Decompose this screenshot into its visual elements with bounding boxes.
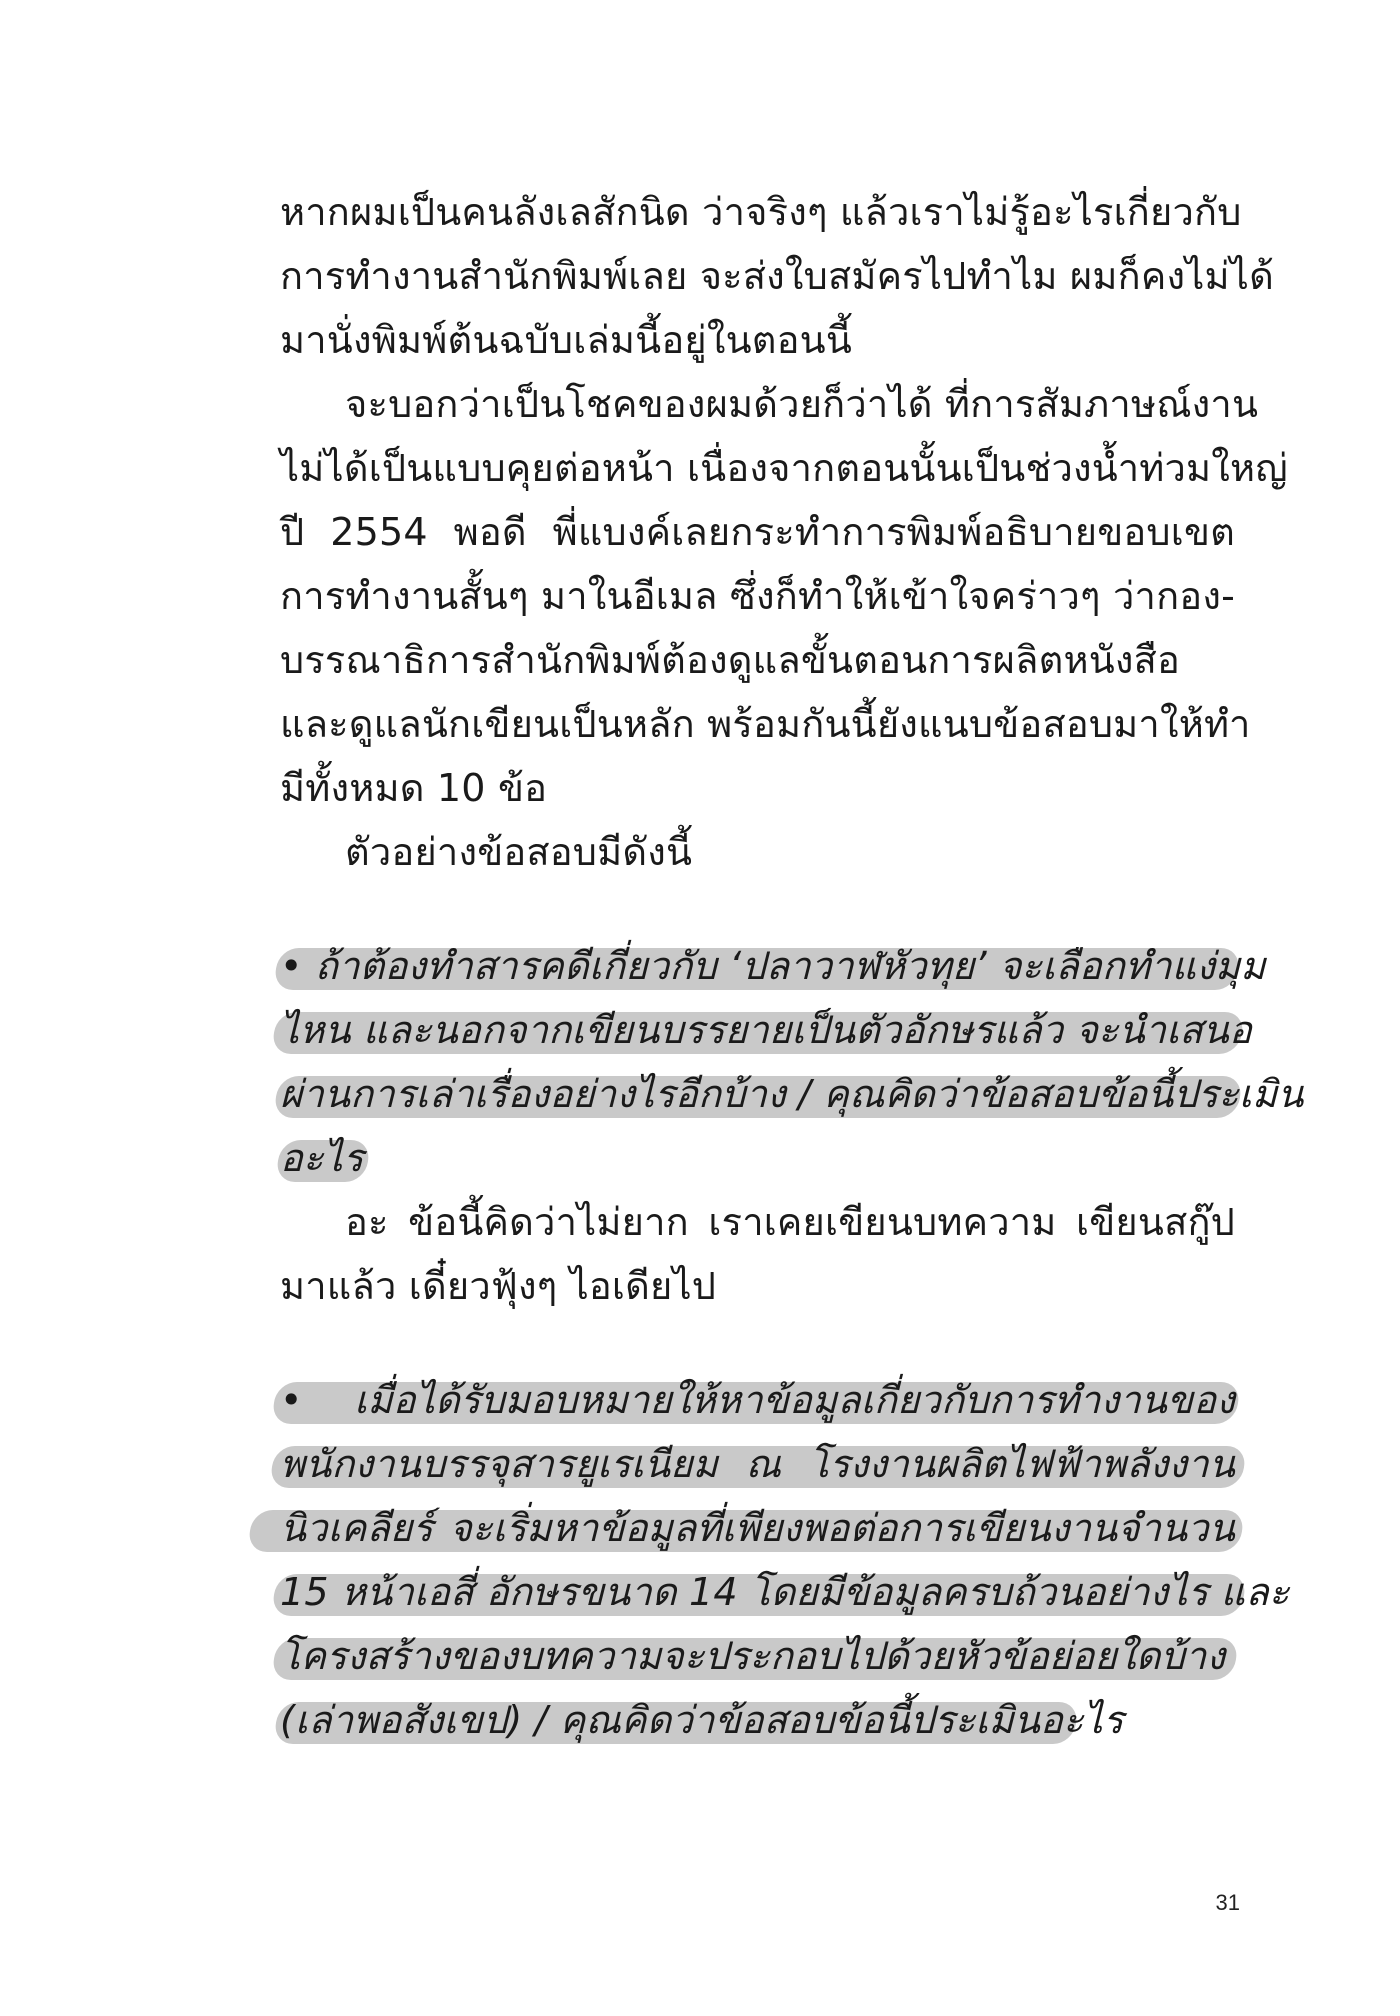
question-line: • เมื่อได้รับมอบหมายให้หาข้อมูลเกี่ยวกับการทำงานของ bbox=[280, 1368, 1235, 1432]
exam-question-2 bbox=[280, 1368, 1290, 1752]
question-line: (เล่าพอสังเขป) / คุณคิดว่าข้อสอบข้อนี้ประเมินอะไร bbox=[280, 1688, 1235, 1752]
text-line: มานั่งพิมพ์ต้นฉบับเล่มนี้อยู่ในตอนนี้ bbox=[280, 318, 853, 362]
text-line: มีทั้งหมด 10 ข้อ bbox=[280, 766, 548, 810]
text-line: ปี 2554 พอดี พี่แบงค์เลยกระทำการพิมพ์อธิบายขอบเขต bbox=[280, 510, 1235, 554]
paragraph-2 bbox=[280, 372, 1288, 820]
question-line: โครงสร้างของบทความจะประกอบไปด้วยหัวข้อย่อยใดบ้าง bbox=[280, 1624, 1235, 1688]
text-line: การทำงานสำนักพิมพ์เลย จะส่งใบสมัครไปทำไม ผมก็คงไม่ได้ bbox=[280, 254, 1274, 298]
text-line: บรรณาธิการสำนักพิมพ์ต้องดูแลขั้นตอนการผลิตหนังสือ bbox=[280, 638, 1181, 682]
question-line: ผ่านการเล่าเรื่องอย่างไรอีกบ้าง / คุณคิดว่าข้อสอบข้อนี้ประเมิน bbox=[280, 1062, 1235, 1126]
page-number: 31 bbox=[1215, 1890, 1240, 1915]
text-line: การทำงานสั้นๆ มาในอีเมล ซึ่งก็ทำให้เข้าใจคร่าวๆ ว่ากอง- bbox=[280, 574, 1235, 618]
answer-1 bbox=[280, 1190, 1235, 1318]
question-line: นิวเคลียร์ จะเริ่มหาข้อมูลที่เพียงพอต่อการเขียนงานจำนวน bbox=[280, 1496, 1235, 1560]
question-line: พนักงานบรรจุสารยูเรเนียม ณ โรงงานผลิตไฟฟ้าพลังงาน bbox=[280, 1432, 1235, 1496]
paragraph-3 bbox=[280, 820, 1235, 884]
text-line: มาแล้ว เดี๋ยวฟุ้งๆ ไอเดียไป bbox=[280, 1264, 717, 1308]
exam-question-1 bbox=[280, 934, 1304, 1190]
text-line: ตัวอย่างข้อสอบมีดังนี้ bbox=[345, 830, 693, 874]
text-line: จะบอกว่าเป็นโชคของผมด้วยก็ว่าได้ ที่การสัมภาษณ์งาน bbox=[345, 382, 1259, 426]
text-line: หากผมเป็นคนลังเลสักนิด ว่าจริงๆ แล้วเราไม่รู้อะไรเกี่ยวกับ bbox=[280, 190, 1242, 234]
paragraph-1 bbox=[280, 180, 1274, 372]
text-line: ไม่ได้เป็นแบบคุยต่อหน้า เนื่องจากตอนนั้นเป็นช่วงน้ำท่วมใหญ่ bbox=[280, 446, 1288, 490]
text-line: และดูแลนักเขียนเป็นหลัก พร้อมกันนี้ยังแนบข้อสอบมาให้ทำ bbox=[280, 702, 1251, 746]
question-line: ไหน และนอกจากเขียนบรรยายเป็นตัวอักษรแล้ว จะนำเสนอ bbox=[280, 998, 1235, 1062]
question-line: 15 หน้าเอสี่ อักษรขนาด 14 โดยมีข้อมูลครบถ้วนอย่างไร และ bbox=[280, 1560, 1235, 1624]
text-line: อะ ข้อนี้คิดว่าไม่ยาก เราเคยเขียนบทความ เขียนสกู๊ป bbox=[345, 1200, 1235, 1244]
question-line: • ถ้าต้องทำสารคดีเกี่ยวกับ ‘ปลาวาฬหัวทุย’ จะเลือกทำแง่มุม bbox=[280, 934, 1235, 998]
question-line: อะไร bbox=[280, 1126, 1235, 1190]
